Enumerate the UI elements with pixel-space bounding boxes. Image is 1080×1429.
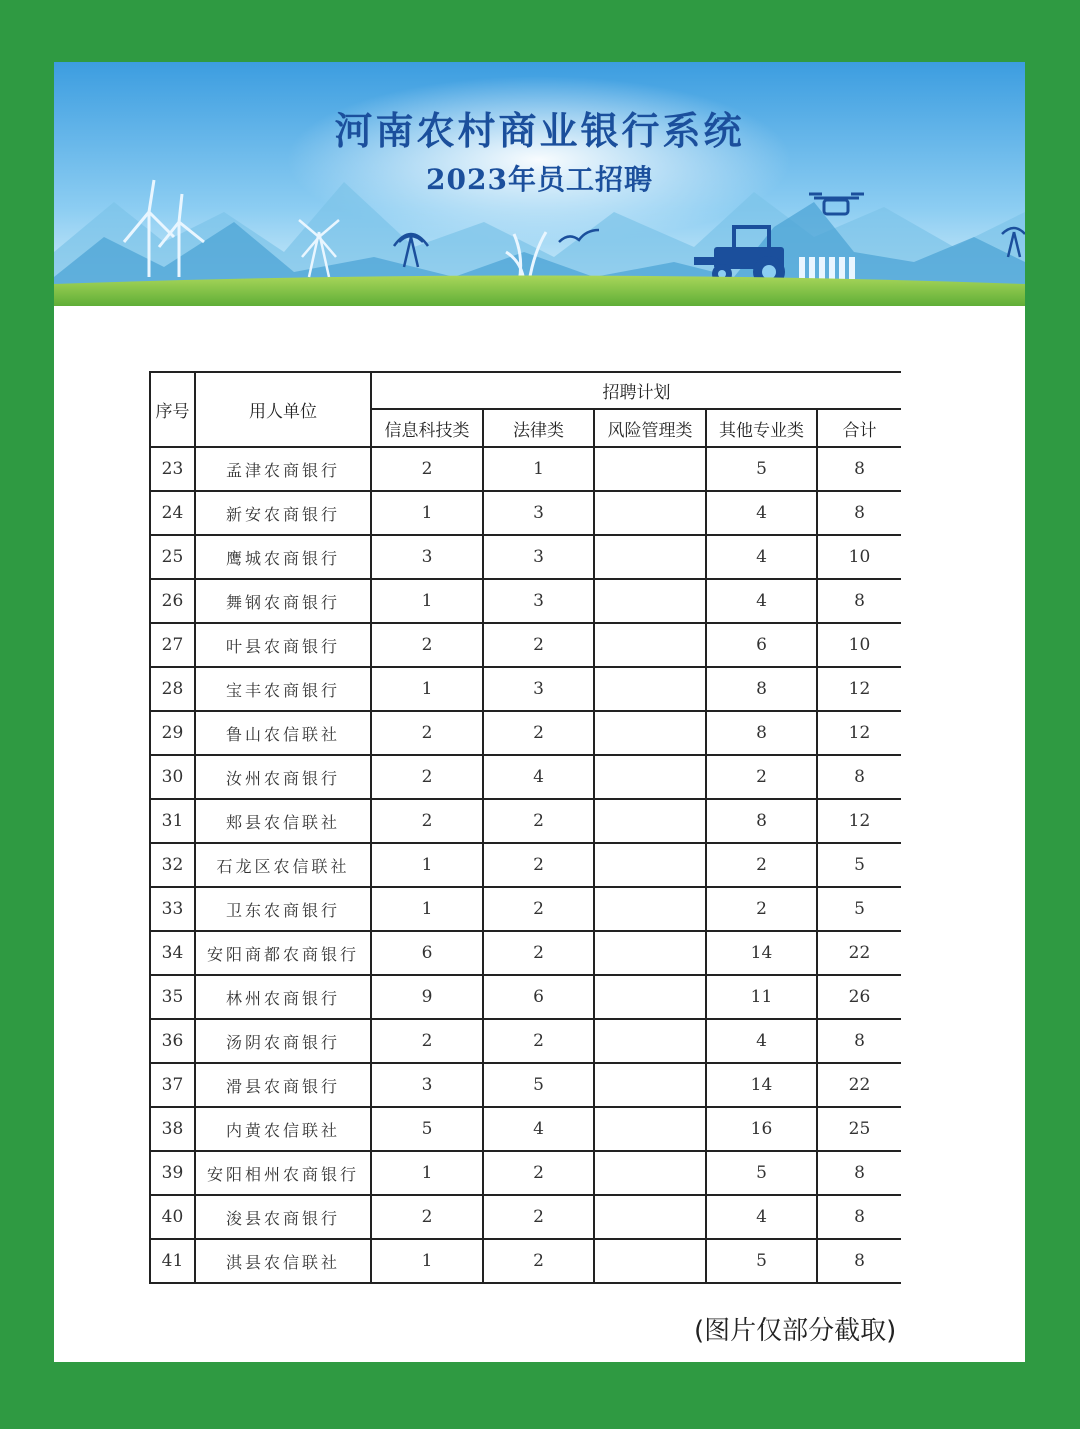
cell-it: 9 bbox=[371, 975, 483, 1019]
header-banner bbox=[54, 62, 1025, 306]
cell-risk bbox=[594, 491, 706, 535]
cell-unit: 内黄农信联社 bbox=[195, 1107, 371, 1151]
cell-seq: 34 bbox=[150, 931, 195, 975]
cell-seq: 41 bbox=[150, 1239, 195, 1283]
cell-total: 10 bbox=[817, 623, 901, 667]
header-seq: 序号 bbox=[150, 372, 195, 447]
cell-unit: 淇县农信联社 bbox=[195, 1239, 371, 1283]
cell-other: 4 bbox=[706, 535, 817, 579]
cell-other: 2 bbox=[706, 887, 817, 931]
cell-other: 4 bbox=[706, 491, 817, 535]
table-row bbox=[150, 667, 901, 711]
cell-law: 2 bbox=[483, 1151, 594, 1195]
cell-unit: 浚县农商银行 bbox=[195, 1195, 371, 1239]
cell-other: 14 bbox=[706, 1063, 817, 1107]
cell-total: 5 bbox=[817, 887, 901, 931]
cell-law: 4 bbox=[483, 755, 594, 799]
cell-law: 2 bbox=[483, 887, 594, 931]
cell-unit: 卫东农商银行 bbox=[195, 887, 371, 931]
cell-law: 2 bbox=[483, 1239, 594, 1283]
cell-total: 10 bbox=[817, 535, 901, 579]
cell-total: 12 bbox=[817, 711, 901, 755]
cell-total: 8 bbox=[817, 1151, 901, 1195]
cell-law: 3 bbox=[483, 491, 594, 535]
cell-it: 1 bbox=[371, 667, 483, 711]
cell-risk bbox=[594, 579, 706, 623]
cell-law: 2 bbox=[483, 799, 594, 843]
cell-law: 2 bbox=[483, 623, 594, 667]
cell-law: 3 bbox=[483, 535, 594, 579]
banner-subtitle: 2023年员工招聘 bbox=[426, 163, 653, 196]
cell-it: 3 bbox=[371, 1063, 483, 1107]
cell-risk bbox=[594, 1195, 706, 1239]
table-row bbox=[150, 1195, 901, 1239]
cell-risk bbox=[594, 843, 706, 887]
cell-total: 8 bbox=[817, 755, 901, 799]
cell-unit: 汝州农商银行 bbox=[195, 755, 371, 799]
cell-seq: 29 bbox=[150, 711, 195, 755]
cell-total: 8 bbox=[817, 579, 901, 623]
banner-title: 河南农村商业银行系统 bbox=[334, 108, 745, 153]
cell-unit: 鲁山农信联社 bbox=[195, 711, 371, 755]
cell-law: 3 bbox=[483, 579, 594, 623]
cell-it: 1 bbox=[371, 491, 483, 535]
table-row bbox=[150, 1063, 901, 1107]
cell-law: 4 bbox=[483, 1107, 594, 1151]
cell-it: 3 bbox=[371, 535, 483, 579]
table-row bbox=[150, 1239, 901, 1283]
cell-it: 1 bbox=[371, 579, 483, 623]
cell-it: 1 bbox=[371, 1239, 483, 1283]
table-row bbox=[150, 843, 901, 887]
cell-it: 1 bbox=[371, 1151, 483, 1195]
table-row bbox=[150, 711, 901, 755]
cell-it: 2 bbox=[371, 755, 483, 799]
cell-seq: 23 bbox=[150, 447, 195, 491]
cell-law: 2 bbox=[483, 1019, 594, 1063]
header-it: 信息科技类 bbox=[371, 409, 483, 447]
table-row bbox=[150, 931, 901, 975]
cell-unit: 新安农商银行 bbox=[195, 491, 371, 535]
cell-other: 5 bbox=[706, 447, 817, 491]
cell-it: 6 bbox=[371, 931, 483, 975]
cell-total: 8 bbox=[817, 1239, 901, 1283]
cell-law: 2 bbox=[483, 711, 594, 755]
cell-risk bbox=[594, 887, 706, 931]
cell-law: 2 bbox=[483, 843, 594, 887]
cell-unit: 滑县农商银行 bbox=[195, 1063, 371, 1107]
table-row bbox=[150, 975, 901, 1019]
table-row bbox=[150, 887, 901, 931]
cell-seq: 31 bbox=[150, 799, 195, 843]
table-row bbox=[150, 1107, 901, 1151]
cell-total: 8 bbox=[817, 491, 901, 535]
cell-total: 12 bbox=[817, 667, 901, 711]
table-row bbox=[150, 755, 901, 799]
cell-risk bbox=[594, 535, 706, 579]
cell-unit: 舞钢农商银行 bbox=[195, 579, 371, 623]
cell-other: 8 bbox=[706, 799, 817, 843]
cell-other: 4 bbox=[706, 579, 817, 623]
cell-seq: 36 bbox=[150, 1019, 195, 1063]
table-body bbox=[150, 447, 901, 1283]
cell-total: 5 bbox=[817, 843, 901, 887]
cell-unit: 鹰城农商银行 bbox=[195, 535, 371, 579]
cell-it: 2 bbox=[371, 623, 483, 667]
cell-unit: 安阳商都农商银行 bbox=[195, 931, 371, 975]
cell-seq: 37 bbox=[150, 1063, 195, 1107]
cell-other: 5 bbox=[706, 1151, 817, 1195]
cell-total: 22 bbox=[817, 1063, 901, 1107]
cell-seq: 35 bbox=[150, 975, 195, 1019]
cell-seq: 25 bbox=[150, 535, 195, 579]
cell-other: 16 bbox=[706, 1107, 817, 1151]
cell-risk bbox=[594, 1151, 706, 1195]
cell-risk bbox=[594, 1107, 706, 1151]
cell-law: 6 bbox=[483, 975, 594, 1019]
cell-other: 5 bbox=[706, 1239, 817, 1283]
header-plan: 招聘计划 bbox=[371, 372, 901, 409]
recruitment-table-container bbox=[149, 371, 901, 1298]
cell-seq: 40 bbox=[150, 1195, 195, 1239]
cell-it: 2 bbox=[371, 1019, 483, 1063]
cell-risk bbox=[594, 975, 706, 1019]
cell-unit: 林州农商银行 bbox=[195, 975, 371, 1019]
cell-other: 4 bbox=[706, 1195, 817, 1239]
table-row bbox=[150, 799, 901, 843]
partial-capture-note: (图片仅部分截取) bbox=[694, 1316, 897, 1346]
table-header-row-1 bbox=[150, 372, 901, 409]
cell-it: 5 bbox=[371, 1107, 483, 1151]
table-row bbox=[150, 1151, 901, 1195]
cell-risk bbox=[594, 447, 706, 491]
cell-risk bbox=[594, 623, 706, 667]
cell-other: 2 bbox=[706, 755, 817, 799]
cell-law: 2 bbox=[483, 1195, 594, 1239]
cell-it: 2 bbox=[371, 711, 483, 755]
cell-law: 2 bbox=[483, 931, 594, 975]
cell-seq: 33 bbox=[150, 887, 195, 931]
cell-it: 2 bbox=[371, 1195, 483, 1239]
cell-law: 3 bbox=[483, 667, 594, 711]
cell-risk bbox=[594, 799, 706, 843]
cell-seq: 28 bbox=[150, 667, 195, 711]
header-risk: 风险管理类 bbox=[594, 409, 706, 447]
cell-other: 8 bbox=[706, 667, 817, 711]
cell-unit: 叶县农商银行 bbox=[195, 623, 371, 667]
table-row bbox=[150, 491, 901, 535]
cell-total: 8 bbox=[817, 1195, 901, 1239]
cell-risk bbox=[594, 667, 706, 711]
cell-it: 2 bbox=[371, 799, 483, 843]
cell-it: 2 bbox=[371, 447, 483, 491]
table-row bbox=[150, 535, 901, 579]
cell-other: 2 bbox=[706, 843, 817, 887]
cell-total: 12 bbox=[817, 799, 901, 843]
cell-it: 1 bbox=[371, 843, 483, 887]
cell-total: 26 bbox=[817, 975, 901, 1019]
cell-unit: 安阳相州农商银行 bbox=[195, 1151, 371, 1195]
cell-seq: 39 bbox=[150, 1151, 195, 1195]
cell-seq: 30 bbox=[150, 755, 195, 799]
cell-other: 11 bbox=[706, 975, 817, 1019]
document-sheet bbox=[54, 62, 1025, 1362]
table-row bbox=[150, 579, 901, 623]
cell-unit: 孟津农商银行 bbox=[195, 447, 371, 491]
header-other: 其他专业类 bbox=[706, 409, 817, 447]
recruitment-plan-table bbox=[149, 371, 901, 1284]
table-row bbox=[150, 623, 901, 667]
cell-risk bbox=[594, 931, 706, 975]
cell-unit: 郏县农信联社 bbox=[195, 799, 371, 843]
cell-law: 5 bbox=[483, 1063, 594, 1107]
cell-seq: 38 bbox=[150, 1107, 195, 1151]
cell-total: 22 bbox=[817, 931, 901, 975]
cell-total: 8 bbox=[817, 447, 901, 491]
cell-seq: 24 bbox=[150, 491, 195, 535]
cell-law: 1 bbox=[483, 447, 594, 491]
cell-total: 8 bbox=[817, 1019, 901, 1063]
cell-seq: 32 bbox=[150, 843, 195, 887]
header-total: 合计 bbox=[817, 409, 901, 447]
cell-it: 1 bbox=[371, 887, 483, 931]
cell-risk bbox=[594, 711, 706, 755]
table-row bbox=[150, 447, 901, 491]
header-law: 法律类 bbox=[483, 409, 594, 447]
cell-other: 4 bbox=[706, 1019, 817, 1063]
cell-other: 8 bbox=[706, 711, 817, 755]
cell-total: 25 bbox=[817, 1107, 901, 1151]
cell-risk bbox=[594, 1019, 706, 1063]
cell-other: 14 bbox=[706, 931, 817, 975]
cell-risk bbox=[594, 1063, 706, 1107]
cell-risk bbox=[594, 755, 706, 799]
cell-risk bbox=[594, 1239, 706, 1283]
cell-seq: 27 bbox=[150, 623, 195, 667]
table-row bbox=[150, 1019, 901, 1063]
cell-seq: 26 bbox=[150, 579, 195, 623]
header-unit: 用人单位 bbox=[195, 372, 371, 447]
cell-unit: 石龙区农信联社 bbox=[195, 843, 371, 887]
cell-other: 6 bbox=[706, 623, 817, 667]
cell-unit: 宝丰农商银行 bbox=[195, 667, 371, 711]
cell-unit: 汤阴农商银行 bbox=[195, 1019, 371, 1063]
